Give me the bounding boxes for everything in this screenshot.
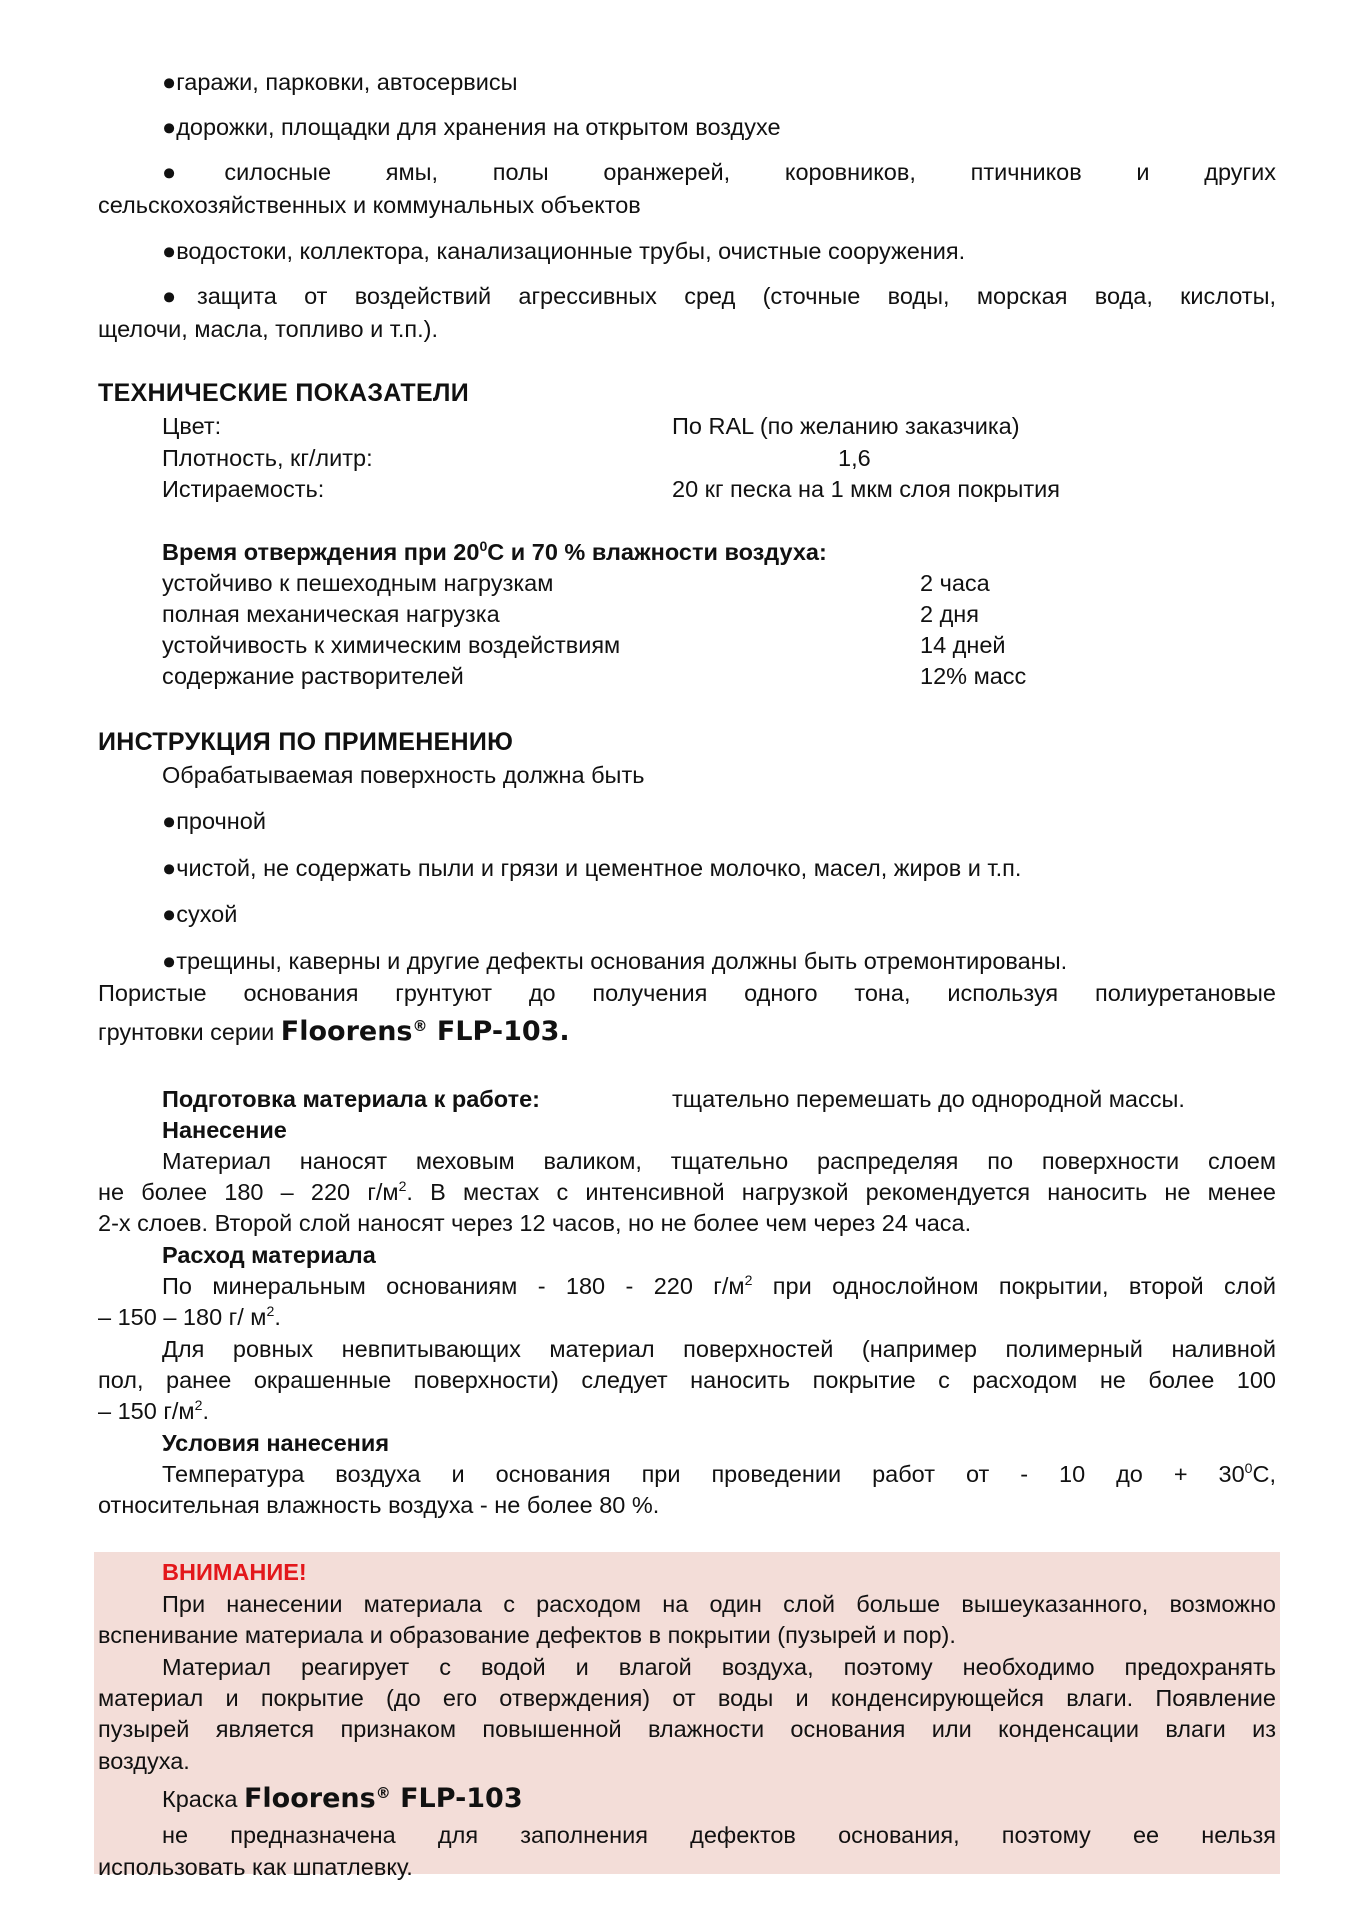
instructions-heading: ИНСТРУКЦИЯ ПО ПРИМЕНЕНИЮ	[98, 728, 514, 756]
primer-line: Пористые основания грунтуют до получения одного тона, используя полиуретановые	[98, 980, 1276, 1006]
curing-label-mech: полная механическая нагрузка	[162, 601, 500, 627]
period: .	[202, 1398, 209, 1424]
degree-sup: 0	[1244, 1460, 1253, 1477]
list-item-clean: ●чистой, не содержать пыли и грязи и цементное молочко, масел, жиров и т.п.	[162, 855, 1022, 881]
curing-title-pre: Время отверждения при 20	[162, 539, 480, 565]
spec-label-color: Цвет:	[162, 413, 222, 439]
warning-final-line-1: не предназначена для заполнения дефектов основания, поэтому ее нельзя	[162, 1822, 1276, 1848]
application-line-2	[98, 1178, 1276, 1205]
paint-product: FLP-103	[390, 1783, 523, 1814]
warning-line-6: воздуха.	[98, 1748, 190, 1774]
consumption-line-4: пол, ранее окрашенные поверхности) следует наносить покрытие с расходом не более 100	[98, 1367, 1276, 1393]
conditions-temp-unit: С,	[1252, 1461, 1276, 1487]
technical-heading: ТЕХНИЧЕСКИЕ ПОКАЗАТЕЛИ	[98, 379, 470, 407]
list-item-strong: ●прочной	[162, 808, 266, 834]
registered-mark: ®	[375, 1784, 391, 1803]
spec-value-density: 1,6	[838, 445, 871, 471]
consumption-line-5	[98, 1397, 209, 1424]
brand-name: Floorens	[280, 1016, 413, 1047]
warning-line-5: пузырей является признаком повышенной влажности основания или конденсации влаги из	[98, 1716, 1276, 1742]
warning-line-4: материал и покрытие (до его отверждения) от воды и конденсирующейся влаги. Появление	[98, 1685, 1276, 1711]
warning-line-2: вспенивание материала и образование дефектов в покрытии (пузырей и пор).	[98, 1622, 956, 1648]
primer-product-line	[98, 1018, 570, 1045]
consumption-line-3: Для ровных невпитывающих материал поверхностей (например полимерный наливной	[162, 1336, 1276, 1362]
consumption-line-1	[162, 1272, 1276, 1299]
conditions-temp: Температура воздуха и основания при проведении работ от - 10 до + 30	[162, 1461, 1245, 1487]
consumption-line-2	[98, 1303, 281, 1330]
primer-text: грунтовки серии	[98, 1019, 281, 1045]
brand-name: Floorens	[243, 1783, 376, 1814]
paint-product-line	[162, 1785, 523, 1812]
squared-sup: 2	[744, 1272, 753, 1289]
spec-label-density: Плотность, кг/литр:	[162, 445, 373, 471]
curing-value-chem: 14 дней	[920, 632, 1006, 658]
curing-value-mech: 2 дня	[920, 601, 980, 627]
curing-label-chem: устойчивость к химическим воздействиям	[162, 632, 621, 658]
list-item-dry: ●сухой	[162, 901, 238, 927]
conditions-line-1	[162, 1460, 1276, 1487]
list-item-silos-cont: сельскохозяйственных и коммунальных объектов	[98, 192, 641, 218]
spec-label-abrasion: Истираемость:	[162, 476, 325, 502]
curing-value-solvent: 12% масс	[920, 663, 1027, 689]
application-line-1: Материал наносят меховым валиком, тщательно распределяя по поверхности слоем	[162, 1148, 1276, 1174]
list-item-garages: ●гаражи, парковки, автосервисы	[162, 69, 518, 95]
conditions-line-2: относительная влажность воздуха - не более 80 %.	[98, 1492, 660, 1518]
warning-final-line-2: использовать как шпатлевку.	[98, 1854, 413, 1880]
squared-sup: 2	[194, 1397, 203, 1414]
degree-sup: 0	[479, 538, 488, 555]
list-item-silos: ●силосные ямы, полы оранжерей, коровников, птичников и других	[162, 159, 1276, 185]
spec-value-color: По RAL (по желанию заказчика)	[672, 413, 1020, 439]
list-item-paths: ●дорожки, площадки для хранения на открытом воздухе	[162, 114, 781, 140]
prep-value: тщательно перемешать до однородной массы.	[672, 1086, 1185, 1112]
application-rate-cont: . В местах с интенсивной нагрузкой рекомендуется наносить не менее	[406, 1179, 1276, 1205]
application-rate: не более 180 – 220 г/м	[98, 1179, 399, 1205]
consumption-mineral: По минеральным основаниям - 180 - 220 г/м	[162, 1273, 745, 1299]
application-line-3: 2-х слоев. Второй слой наносят через 12 часов, но не более чем через 24 часа.	[98, 1210, 972, 1236]
consumption-heading: Расход материала	[162, 1242, 376, 1268]
list-item-cracks: ●трещины, каверны и другие дефекты основания должны быть отремонтированы.	[162, 948, 1068, 974]
registered-mark: ®	[412, 1017, 428, 1036]
curing-title	[162, 538, 827, 565]
consumption-smooth: – 150 г/м	[98, 1398, 195, 1424]
curing-label-solvent: содержание растворителей	[162, 663, 464, 689]
period: .	[274, 1304, 281, 1330]
consumption-mineral-cont: при однослойном покрытии, второй слой	[752, 1273, 1276, 1299]
instructions-intro: Обрабатываемая поверхность должна быть	[162, 762, 645, 788]
list-item-protection-cont: щелочи, масла, топливо и т.п.).	[98, 316, 439, 342]
warning-title: ВНИМАНИЕ!	[162, 1559, 307, 1585]
prep-label: Подготовка материала к работе:	[162, 1086, 540, 1112]
curing-value-foot: 2 часа	[920, 570, 990, 596]
spec-value-abrasion: 20 кг песка на 1 мкм слоя покрытия	[672, 476, 1060, 502]
consumption-second: – 150 – 180 г/ м	[98, 1304, 267, 1330]
conditions-heading: Условия нанесения	[162, 1430, 390, 1456]
squared-sup: 2	[266, 1303, 275, 1320]
application-heading: Нанесение	[162, 1117, 287, 1143]
list-item-protection: ●защита от воздействий агрессивных сред (сточные воды, морская вода, кислоты,	[162, 283, 1276, 309]
curing-title-post: С и 70 % влажности воздуха:	[487, 539, 827, 565]
warning-line-1: При нанесении материала с расходом на один слой больше вышеуказанного, возможно	[162, 1591, 1276, 1617]
paint-label: Краска	[162, 1786, 244, 1812]
primer-product: FLP-103.	[427, 1016, 570, 1047]
warning-line-3: Материал реагирует с водой и влагой воздуха, поэтому необходимо предохранять	[162, 1654, 1276, 1680]
curing-label-foot: устойчиво к пешеходным нагрузкам	[162, 570, 554, 596]
list-item-drains: ●водостоки, коллектора, канализационные трубы, очистные сооружения.	[162, 238, 966, 264]
squared-sup: 2	[398, 1178, 407, 1195]
